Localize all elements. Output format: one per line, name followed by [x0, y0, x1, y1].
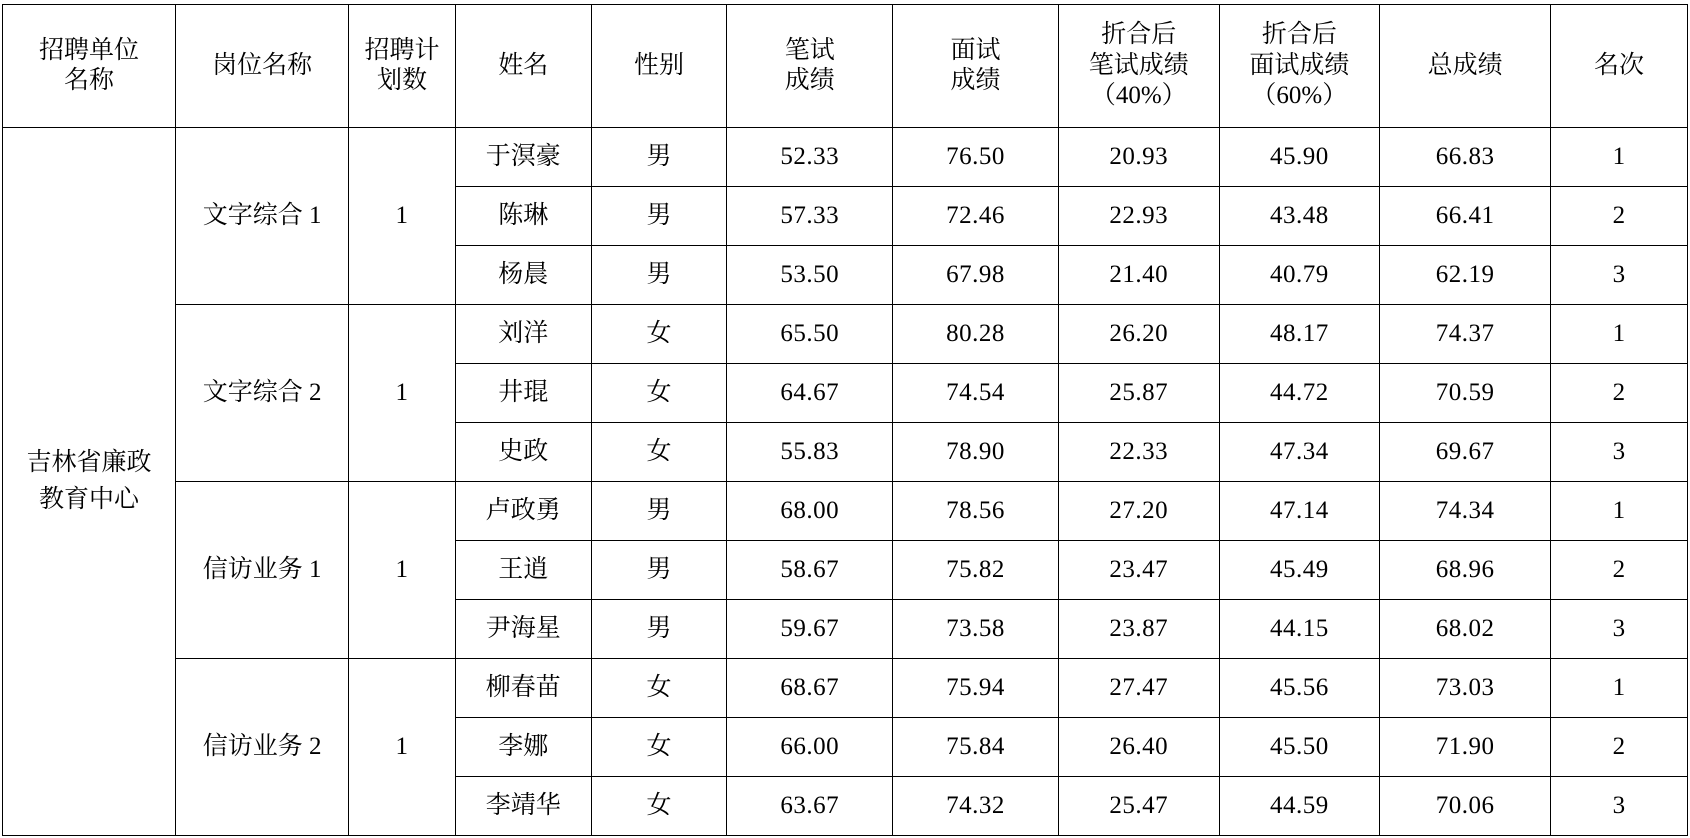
column-header-interview-weighted-line3: （60%）	[1251, 82, 1348, 110]
column-header-written-weighted-line3: （40%）	[1090, 82, 1187, 110]
interview-score: 75.82	[893, 541, 1059, 600]
column-header-plan	[349, 5, 456, 128]
candidate-name: 尹海星	[455, 600, 591, 659]
column-header-unit	[3, 5, 176, 128]
candidate-name: 于溟豪	[455, 128, 591, 187]
rank-value: 3	[1551, 777, 1688, 836]
written-score-weighted: 26.40	[1058, 718, 1219, 777]
post-name-cell: 信访业务 1	[176, 482, 349, 659]
interview-score: 78.56	[893, 482, 1059, 541]
written-score-weighted: 25.47	[1058, 777, 1219, 836]
plan-count-cell: 1	[349, 305, 456, 482]
interview-score: 80.28	[893, 305, 1059, 364]
header-row	[3, 5, 1688, 128]
column-header-written-weighted-line2: 笔试成绩	[1088, 51, 1189, 79]
column-header-interview	[893, 5, 1059, 128]
interview-score-weighted: 44.15	[1219, 600, 1380, 659]
table-row	[3, 659, 1688, 718]
total-score: 74.34	[1380, 482, 1551, 541]
rank-value: 3	[1551, 246, 1688, 305]
interview-score-weighted: 45.90	[1219, 128, 1380, 187]
column-header-rank-line1: 名次	[1594, 51, 1645, 79]
candidate-gender: 男	[591, 128, 727, 187]
interview-score-weighted: 40.79	[1219, 246, 1380, 305]
total-score: 73.03	[1380, 659, 1551, 718]
interview-score-weighted: 45.56	[1219, 659, 1380, 718]
column-header-written-weighted-line1: 折合后	[1101, 21, 1177, 49]
column-header-written-line2: 成绩	[784, 67, 835, 94]
candidate-gender: 男	[591, 187, 727, 246]
rank-value: 3	[1551, 600, 1688, 659]
table-row	[3, 128, 1688, 187]
interview-score-weighted: 45.49	[1219, 541, 1380, 600]
written-score: 55.83	[727, 423, 893, 482]
candidate-gender: 男	[591, 482, 727, 541]
plan-count-cell: 1	[349, 128, 456, 305]
post-name-cell: 信访业务 2	[176, 659, 349, 836]
written-score: 63.67	[727, 777, 893, 836]
post-name-cell: 文字综合 1	[176, 128, 349, 305]
written-score-weighted: 22.33	[1058, 423, 1219, 482]
candidate-gender: 女	[591, 364, 727, 423]
column-header-plan-line2: 划数	[376, 67, 427, 94]
written-score: 68.67	[727, 659, 893, 718]
total-score: 70.59	[1380, 364, 1551, 423]
interview-score: 67.98	[893, 246, 1059, 305]
interview-score: 75.84	[893, 718, 1059, 777]
column-header-interview-weighted-line2: 面试成绩	[1249, 51, 1350, 79]
written-score: 57.33	[727, 187, 893, 246]
interview-score-weighted: 47.34	[1219, 423, 1380, 482]
candidate-gender: 女	[591, 423, 727, 482]
column-header-post-line1: 岗位名称	[212, 51, 313, 79]
post-name-cell: 文字综合 2	[176, 305, 349, 482]
recruitment-score-table	[2, 4, 1688, 836]
candidate-gender: 女	[591, 777, 727, 836]
column-header-interview-weighted-line1: 折合后	[1261, 21, 1337, 49]
candidate-gender: 女	[591, 305, 727, 364]
column-header-written-weighted	[1058, 5, 1219, 128]
written-score-weighted: 22.93	[1058, 187, 1219, 246]
written-score: 64.67	[727, 364, 893, 423]
total-score: 69.67	[1380, 423, 1551, 482]
candidate-name: 李娜	[455, 718, 591, 777]
written-score: 59.67	[727, 600, 893, 659]
column-header-interview-line1: 面试	[950, 36, 1001, 64]
written-score: 53.50	[727, 246, 893, 305]
column-header-total-line1: 总成绩	[1427, 51, 1503, 79]
column-header-unit-line1: 招聘单位	[39, 36, 140, 64]
table-row	[3, 482, 1688, 541]
interview-score: 75.94	[893, 659, 1059, 718]
rank-value: 1	[1551, 305, 1688, 364]
total-score: 68.96	[1380, 541, 1551, 600]
candidate-gender: 男	[591, 541, 727, 600]
interview-score: 78.90	[893, 423, 1059, 482]
rank-value: 1	[1551, 482, 1688, 541]
interview-score: 74.32	[893, 777, 1059, 836]
column-header-total	[1380, 5, 1551, 128]
interview-score-weighted: 47.14	[1219, 482, 1380, 541]
total-score: 66.41	[1380, 187, 1551, 246]
interview-score: 74.54	[893, 364, 1059, 423]
candidate-name: 杨晨	[455, 246, 591, 305]
total-score: 66.83	[1380, 128, 1551, 187]
written-score: 58.67	[727, 541, 893, 600]
total-score: 62.19	[1380, 246, 1551, 305]
column-header-gender	[591, 5, 727, 128]
unit-name-line1: 吉林省廉政	[26, 449, 152, 477]
column-header-plan-line1: 招聘计	[364, 36, 440, 64]
candidate-name: 柳春苗	[455, 659, 591, 718]
written-score-weighted: 20.93	[1058, 128, 1219, 187]
written-score: 66.00	[727, 718, 893, 777]
column-header-rank	[1551, 5, 1688, 128]
rank-value: 1	[1551, 659, 1688, 718]
candidate-name: 史政	[455, 423, 591, 482]
column-header-interview-line2: 成绩	[950, 67, 1001, 94]
written-score-weighted: 23.47	[1058, 541, 1219, 600]
interview-score: 72.46	[893, 187, 1059, 246]
total-score: 71.90	[1380, 718, 1551, 777]
total-score: 74.37	[1380, 305, 1551, 364]
written-score: 65.50	[727, 305, 893, 364]
candidate-name: 王逍	[455, 541, 591, 600]
interview-score-weighted: 44.59	[1219, 777, 1380, 836]
total-score: 68.02	[1380, 600, 1551, 659]
rank-value: 2	[1551, 541, 1688, 600]
written-score-weighted: 25.87	[1058, 364, 1219, 423]
rank-value: 2	[1551, 718, 1688, 777]
candidate-gender: 女	[591, 718, 727, 777]
rank-value: 1	[1551, 128, 1688, 187]
column-header-gender-line1: 性别	[633, 51, 684, 79]
written-score-weighted: 23.87	[1058, 600, 1219, 659]
candidate-name: 李靖华	[455, 777, 591, 836]
column-header-written-line1: 笔试	[784, 36, 835, 64]
written-score-weighted: 26.20	[1058, 305, 1219, 364]
column-header-post	[176, 5, 349, 128]
interview-score: 73.58	[893, 600, 1059, 659]
written-score-weighted: 27.47	[1058, 659, 1219, 718]
table-header	[3, 5, 1688, 128]
interview-score-weighted: 48.17	[1219, 305, 1380, 364]
interview-score-weighted: 43.48	[1219, 187, 1380, 246]
column-header-unit-line2: 名称	[64, 67, 115, 94]
table-body	[3, 128, 1688, 836]
written-score-weighted: 21.40	[1058, 246, 1219, 305]
candidate-gender: 女	[591, 659, 727, 718]
table-row	[3, 305, 1688, 364]
candidate-name: 井琨	[455, 364, 591, 423]
interview-score: 76.50	[893, 128, 1059, 187]
plan-count-cell: 1	[349, 482, 456, 659]
column-header-name	[455, 5, 591, 128]
written-score: 68.00	[727, 482, 893, 541]
candidate-name: 卢政勇	[455, 482, 591, 541]
column-header-interview-weighted	[1219, 5, 1380, 128]
unit-name-cell	[3, 128, 176, 836]
column-header-name-line1: 姓名	[498, 51, 549, 79]
plan-count-cell: 1	[349, 659, 456, 836]
interview-score-weighted: 45.50	[1219, 718, 1380, 777]
candidate-gender: 男	[591, 600, 727, 659]
written-score: 52.33	[727, 128, 893, 187]
candidate-gender: 男	[591, 246, 727, 305]
total-score: 70.06	[1380, 777, 1551, 836]
written-score-weighted: 27.20	[1058, 482, 1219, 541]
rank-value: 2	[1551, 187, 1688, 246]
rank-value: 3	[1551, 423, 1688, 482]
candidate-name: 陈琳	[455, 187, 591, 246]
column-header-written	[727, 5, 893, 128]
candidate-name: 刘洋	[455, 305, 591, 364]
interview-score-weighted: 44.72	[1219, 364, 1380, 423]
rank-value: 2	[1551, 364, 1688, 423]
unit-name-line2: 教育中心	[39, 485, 140, 513]
